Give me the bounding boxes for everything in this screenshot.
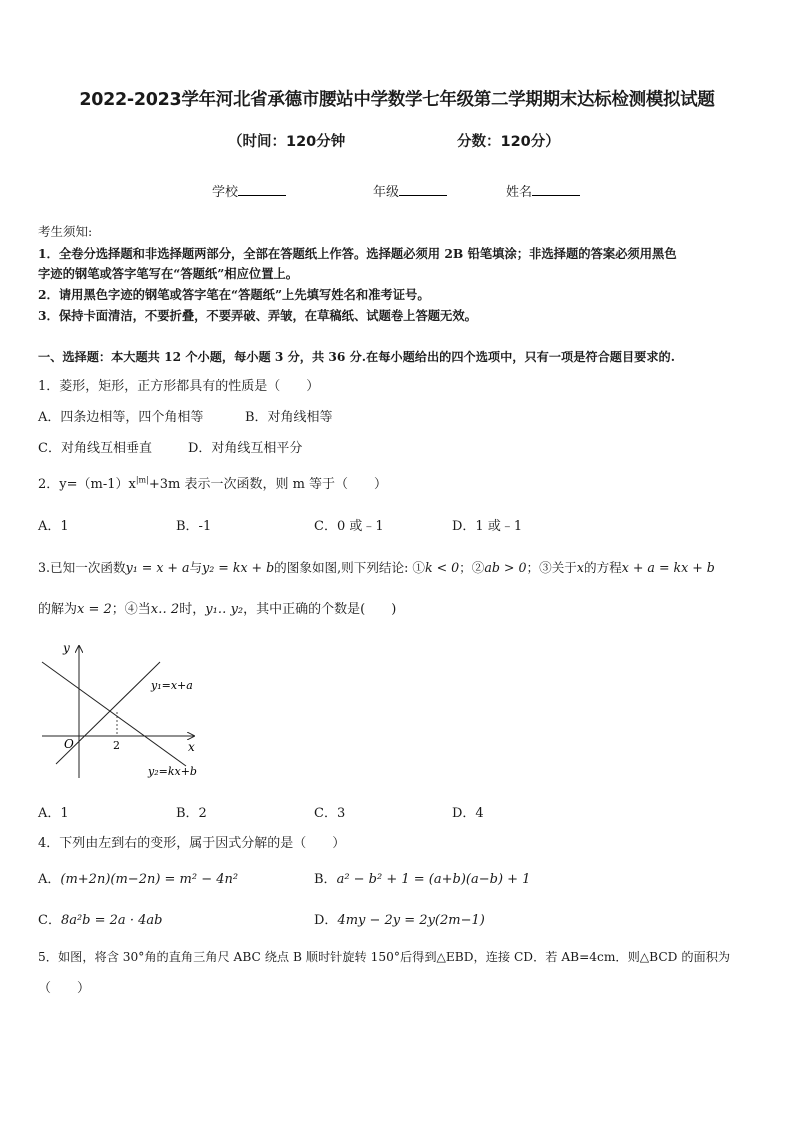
tick-label: 2 <box>113 739 120 752</box>
x-axis-label: x <box>188 740 195 754</box>
q2-option-d: D．1 或﹣1 <box>452 519 523 534</box>
q4-a-expr: (m+2n)(m−2n) = m² − 4n² <box>60 872 239 887</box>
q3-compare: y₁‥ y₂ <box>205 602 244 617</box>
notice-item-1b: 字迹的钢笔或答字笔写在“答题纸”相应位置上。 <box>38 266 299 281</box>
line-y2-label: y₂=kx+b <box>148 765 197 778</box>
page-title: 2022-2023学年河北省承德市腰站中学数学七年级第二学期期末达标检测模拟试题 <box>79 90 715 110</box>
q4-option-b <box>314 868 530 887</box>
q2-stem-a: 2．y=（m-1）x <box>38 477 136 492</box>
q3-y1-expr: y₁ = x + a <box>125 560 190 575</box>
name-field <box>506 181 580 200</box>
q3-text-c: 的图象如图,则下列结论: ① <box>274 560 425 575</box>
q3-text-b: 与 <box>189 560 203 575</box>
q4-d-expr: 4my − 2y = 2y(2m−1) <box>337 913 485 928</box>
q3-solution: x = 2 <box>77 602 112 617</box>
q1-option-b: B．对角线相等 <box>245 410 333 425</box>
q3-text-e: ；③关于 <box>526 560 577 575</box>
q4-d-label: D． <box>314 913 338 928</box>
q3-cond-2: ab > 0 <box>484 560 527 575</box>
q1-option-a: A．四条边相等，四个角相等 <box>38 410 204 425</box>
q4-option-d <box>314 909 485 928</box>
q1-stem: 1．菱形，矩形，正方形都具有的性质是（ ） <box>38 379 320 394</box>
q4-option-c <box>38 909 162 928</box>
name-blank <box>532 183 580 196</box>
notice-item-1a: 1．全卷分选择题和非选择题两部分，全部在答题纸上作答。选择题必须用 2B 铅笔填涂；非选择题的答案必须用黑色 <box>38 246 677 261</box>
exam-score: 分数：120分） <box>457 134 560 150</box>
q2-option-b: B．-1 <box>176 519 212 534</box>
origin-label: O <box>64 737 74 751</box>
q3-cond-4: x‥ 2 <box>150 602 180 617</box>
q3-line2 <box>38 598 396 617</box>
q3-option-a: A．1 <box>38 806 69 821</box>
q3-option-b: B．2 <box>176 806 207 821</box>
q2-stem <box>38 473 387 492</box>
q3-xvar: x <box>576 560 584 575</box>
notice-item-2: 2．请用黑色字迹的钢笔或答字笔在“答题纸”上先填写姓名和准考证号。 <box>38 287 430 302</box>
q3-text-h: ；④当 <box>111 602 151 617</box>
q2-option-c: C．0 或﹣1 <box>314 519 384 534</box>
q4-c-expr: 8a²b = 2a · 4ab <box>60 913 163 928</box>
name-label: 姓名 <box>506 185 533 200</box>
q3-option-c: C．3 <box>314 806 346 821</box>
q5-line1: 5．如图，将含 30°角的直角三角尺 ABC 绕点 B 顺时针旋转 150°后得到△EBD，连接 CD．若 AB=4cm．则△BCD 的面积为 <box>38 950 731 964</box>
q4-b-expr: a² − b² + 1 = (a+b)(a−b) + 1 <box>336 872 531 887</box>
exam-time: （时间：120分钟 <box>228 134 346 150</box>
q4-b-label: B． <box>314 872 337 887</box>
q2-option-a: A．1 <box>38 519 69 534</box>
y-axis-label: y <box>63 641 70 655</box>
q1-option-c: C．对角线互相垂直 <box>38 441 152 456</box>
q5-line2: （ ） <box>38 981 91 996</box>
q3-y2-expr: y₂ = kx + b <box>202 560 275 575</box>
q3-cond-1: k < 0 <box>424 560 460 575</box>
q3-text-f: 的方程 <box>583 560 622 575</box>
school-field <box>212 181 286 200</box>
grade-blank <box>399 183 447 196</box>
q3-equation: x + a = kx + b <box>621 560 715 575</box>
grade-field <box>373 181 447 200</box>
q4-option-a <box>38 868 238 887</box>
q3-text-d: ；② <box>459 560 485 575</box>
notice-heading: 考生须知: <box>38 224 93 239</box>
q4-stem: 4．下列由左到右的变形，属于因式分解的是（ ） <box>38 836 346 851</box>
notice-item-3: 3．保持卡面清洁，不要折叠，不要弄破、弄皱，在草稿纸、试题卷上答题无效。 <box>38 308 477 323</box>
q2-exponent: |m| <box>135 475 149 485</box>
q3-line1 <box>38 557 715 576</box>
grade-label: 年级 <box>373 185 400 200</box>
q3-text-g: 的解为 <box>38 602 78 617</box>
q4-a-label: A． <box>38 872 61 887</box>
q3-graph <box>36 638 206 783</box>
section-heading: 一、选择题：本大题共 12 个小题，每小题 3 分，共 36 分.在每小题给出的四个选项中，只有一项是符合题目要求的. <box>38 350 675 364</box>
q3-text-i: 时， <box>179 602 206 617</box>
q2-stem-b: +3m 表示一次函数，则 m 等于（ ） <box>148 477 388 492</box>
school-blank <box>238 183 286 196</box>
q3-option-d: D．4 <box>452 806 484 821</box>
school-label: 学校 <box>212 185 239 200</box>
q3-text-a: 3.已知一次函数 <box>38 560 126 575</box>
q1-option-d: D．对角线互相平分 <box>188 441 303 456</box>
line-y1-label: y₁=x+a <box>151 679 193 692</box>
q4-c-label: C． <box>38 913 61 928</box>
q3-text-j: ，其中正确的个数是( ) <box>243 602 397 617</box>
